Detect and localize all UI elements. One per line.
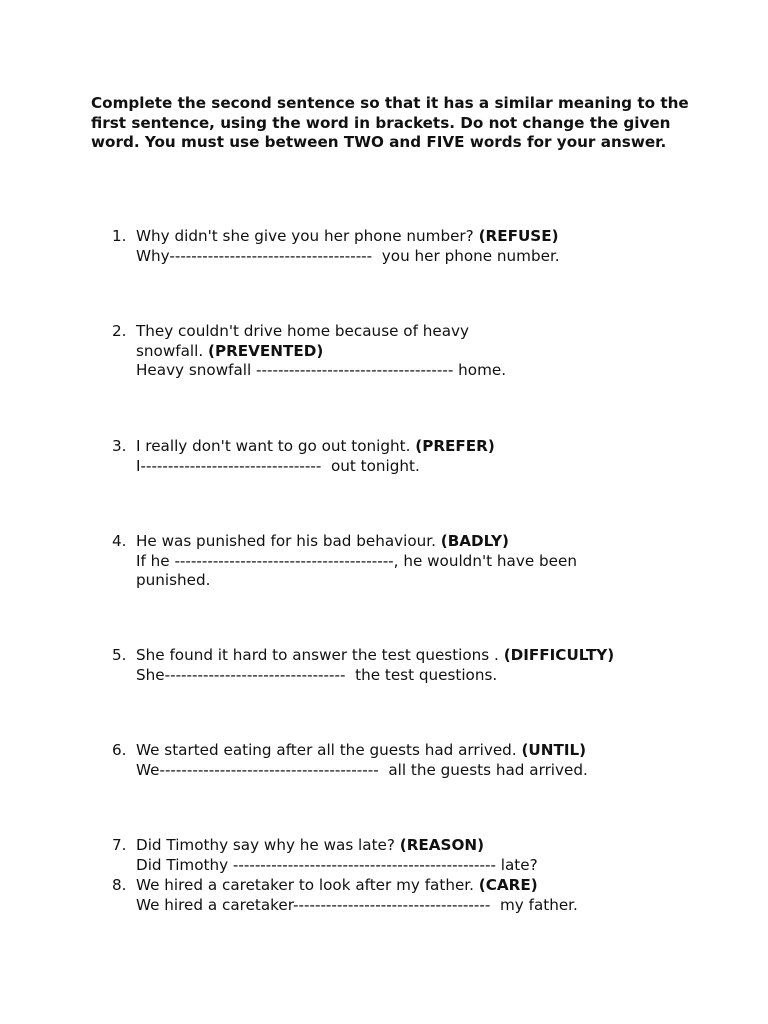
prompt-line (136, 532, 652, 552)
answer-line: If he ----------------------------------------, he wouldn't have been punished. (136, 551, 582, 590)
item-number: 6. (112, 741, 127, 759)
prompt-sentence: She found it hard to answer the test questions . (136, 646, 504, 664)
item-body (136, 876, 672, 915)
item-number: 8. (112, 876, 127, 894)
prompt-line (136, 741, 672, 761)
exercise-item-7 (112, 836, 672, 875)
answer-line: We---------------------------------------- all the guests had arrived. (136, 760, 588, 779)
exercise-item-3 (112, 437, 672, 476)
prompt-line (136, 876, 672, 896)
prompt-sentence: Why didn't she give you her phone number? (136, 227, 479, 245)
item-number: 2. (112, 322, 127, 340)
answer-line: Did Timothy ------------------------------------------------ late? (136, 855, 538, 874)
keyword: (PREVENTED) (208, 341, 324, 360)
item-body (136, 836, 672, 875)
keyword: (REASON) (399, 836, 485, 854)
prompt-line (136, 836, 672, 856)
exercise-item-8 (112, 876, 672, 915)
keyword: (REFUSE) (478, 227, 559, 245)
item-body (136, 322, 532, 381)
item-number: 4. (112, 532, 127, 550)
exercise-item-6 (112, 741, 672, 780)
exercise-item-5 (112, 646, 672, 685)
prompt-sentence: We hired a caretaker to look after my father. (136, 876, 479, 894)
item-body (136, 437, 672, 476)
answer-line: She--------------------------------- the test questions. (136, 665, 498, 684)
prompt-line (136, 646, 672, 666)
item-number: 1. (112, 227, 127, 245)
item-body (136, 741, 672, 780)
item-number: 5. (112, 646, 127, 664)
item-body (136, 646, 672, 685)
exercise-item-1 (112, 227, 672, 266)
exercise-item-4 (112, 532, 652, 591)
exercise-item-2 (112, 322, 532, 381)
keyword: (DIFFICULTY) (503, 646, 615, 664)
item-number: 3. (112, 437, 127, 455)
keyword: (PREFER) (415, 437, 495, 455)
keyword: (CARE) (478, 876, 538, 894)
prompt-line (136, 437, 672, 457)
item-number: 7. (112, 836, 127, 854)
item-body (136, 532, 652, 591)
answer-line: Heavy snowfall ------------------------------------ home. (136, 361, 507, 380)
instructions-text: Complete the second sentence so that it has a similar meaning to the first sentence, using the word in brackets. Do not change the given word. You must use between TWO and FIVE words for your answer. (91, 94, 689, 151)
prompt-sentence: He was punished for his bad behaviour. (136, 532, 441, 550)
item-body (136, 227, 672, 266)
prompt-sentence: They couldn't drive home because of heavy snowfall. (136, 322, 474, 360)
answer-line: I--------------------------------- out tonight. (136, 456, 420, 475)
prompt-line (136, 227, 672, 247)
answer-line: Why------------------------------------- you her phone number. (136, 246, 560, 265)
prompt-sentence: I really don't want to go out tonight. (136, 437, 416, 455)
prompt-line (136, 322, 532, 361)
keyword: (BADLY) (440, 532, 509, 550)
prompt-sentence: Did Timothy say why he was late? (136, 836, 400, 854)
keyword: (UNTIL) (521, 741, 587, 759)
prompt-sentence: We started eating after all the guests had arrived. (136, 741, 522, 759)
answer-line: We hired a caretaker------------------------------------ my father. (136, 895, 578, 914)
